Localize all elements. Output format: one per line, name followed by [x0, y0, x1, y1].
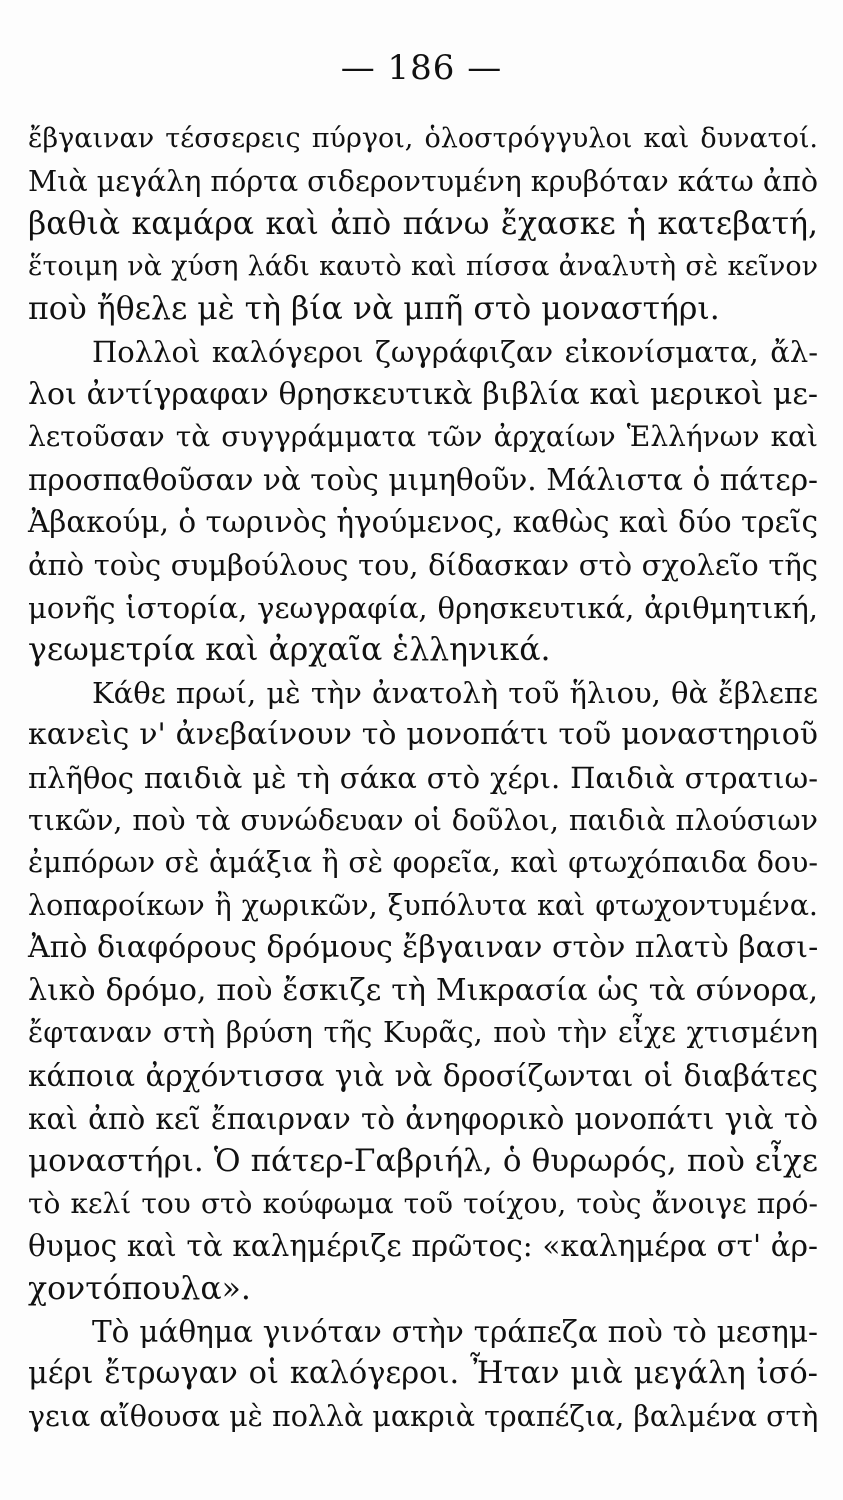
- text-line: μέρι ἔτρωγαν οἱ καλόγεροι. Ἦταν μιὰ μεγάλη ἰσό-: [28, 1356, 818, 1392]
- text-line: ἐμπόρων σὲ ἁμάξια ἢ σὲ φορεῖα, καὶ φτωχόπαιδα δου-: [28, 846, 818, 880]
- text-line: γεια αἴθουσα μὲ πολλὰ μακριὰ τραπέζια, βαλμένα στὴ: [28, 1399, 819, 1433]
- text-line: μονῆς ἱστορία, γεωγραφία, θρησκευτικά, ἀριθμητική,: [28, 590, 818, 625]
- text-line: ἔφταναν στὴ βρύση τῆς Κυρᾶς, ποὺ τὴν εἶχε χτισμένη: [28, 1016, 818, 1050]
- text-line: λοι ἀντίγραφαν θρησκευτικὰ βιβλία καὶ μερικοὶ με-: [28, 376, 818, 412]
- text-line: κανεὶς ν' ἀνεβαίνουν τὸ μονοπάτι τοῦ μοναστηριοῦ: [28, 717, 818, 753]
- paragraph-first-line: Τὸ μάθημα γινόταν στὴν τράπεζα ποὺ τὸ μεσημ-: [92, 1314, 818, 1349]
- text-line: κάποια ἀρχόντισσα γιὰ νὰ δροσίζωνται οἱ διαβάτες: [28, 1059, 818, 1094]
- text-line: Ἀβακούμ, ὁ τωρινὸς ἡγούμενος, καθὼς καὶ δύο τρεῖς: [28, 505, 819, 540]
- text-line: τὸ κελί του στὸ κούφωμα τοῦ τοίχου, τοὺς ἄνοιγε πρό-: [28, 1186, 818, 1220]
- text-line: Ἀπὸ διαφόρους δρόμους ἔβγαιναν στὸν πλατὺ βασι-: [28, 930, 819, 966]
- text-line: λετοῦσαν τὰ συγγράμματα τῶν ἀρχαίων Ἑλλήνων καὶ: [28, 420, 818, 454]
- text-line: γεωμετρία καὶ ἀρχαῖα ἑλληνικά.: [28, 632, 551, 669]
- text-line: λοπαροίκων ἢ χωρικῶν, ξυπόλυτα καὶ φτωχοντυμένα.: [28, 888, 818, 922]
- page-number: — 186 —: [340, 48, 503, 88]
- text-line: ἔβγαιναν τέσσερεις πύργοι, ὁλοστρόγγυλοι καὶ δυνατοί.: [28, 123, 818, 154]
- text-line: τικῶν, ποὺ τὰ συνώδευαν οἱ δοῦλοι, παιδιὰ πλούσιων: [28, 803, 818, 837]
- text-line: λικὸ δρόμο, ποὺ ἔσκιζε τὴ Μικρασία ὡς τὰ σύνορα,: [28, 972, 818, 1008]
- text-line: Μιὰ μεγάλη πόρτα σιδεροντυμένη κρυβόταν κάτω ἀπὸ: [28, 164, 818, 198]
- text-line: χοντόπουλα».: [28, 1271, 251, 1308]
- text-line: ἕτοιμη νὰ χύση λάδι καυτὸ καὶ πίσσα ἀναλυτὴ σὲ κεῖνον: [28, 250, 818, 282]
- text-line: πλῆθος παιδιὰ μὲ τὴ σάκα στὸ χέρι. Παιδιὰ στρατιω-: [28, 760, 818, 795]
- paragraph-first-line: Πολλοὶ καλόγεροι ζωγράφιζαν εἰκονίσματα, ἄλ-: [92, 334, 818, 369]
- text-line: βαθιὰ καμάρα καὶ ἀπὸ πάνω ἔχασκε ἡ κατεβατή,: [28, 206, 818, 243]
- text-line: ἀπὸ τοὺς συμβούλους του, δίδασκαν στὸ σχολεῖο τῆς: [28, 547, 818, 582]
- body-text: [28, 118, 818, 1438]
- text-line: θυμος καὶ τὰ καλημέριζε πρῶτος: «καλημέρα στ' ἀρ-: [28, 1229, 818, 1264]
- text-line: καὶ ἀπὸ κεῖ ἔπαιρναν τὸ ἀνηφορικὸ μονοπάτι γιὰ τὸ: [28, 1101, 818, 1136]
- text-line: μοναστήρι. Ὁ πάτερ-Γαβριήλ, ὁ θυρωρός, ποὺ εἶχε: [28, 1143, 818, 1180]
- text-line: προσπαθοῦσαν νὰ τοὺς μιμηθοῦν. Μάλιστα ὁ πάτερ-: [28, 462, 818, 497]
- paragraph-first-line: Κάθε πρωί, μὲ τὴν ἀνατολὴ τοῦ ἥλιου, θὰ ἔβλεπε: [92, 675, 818, 710]
- text-line: ποὺ ἤθελε μὲ τὴ βία νὰ μπῆ στὸ μοναστήρι.: [28, 291, 720, 328]
